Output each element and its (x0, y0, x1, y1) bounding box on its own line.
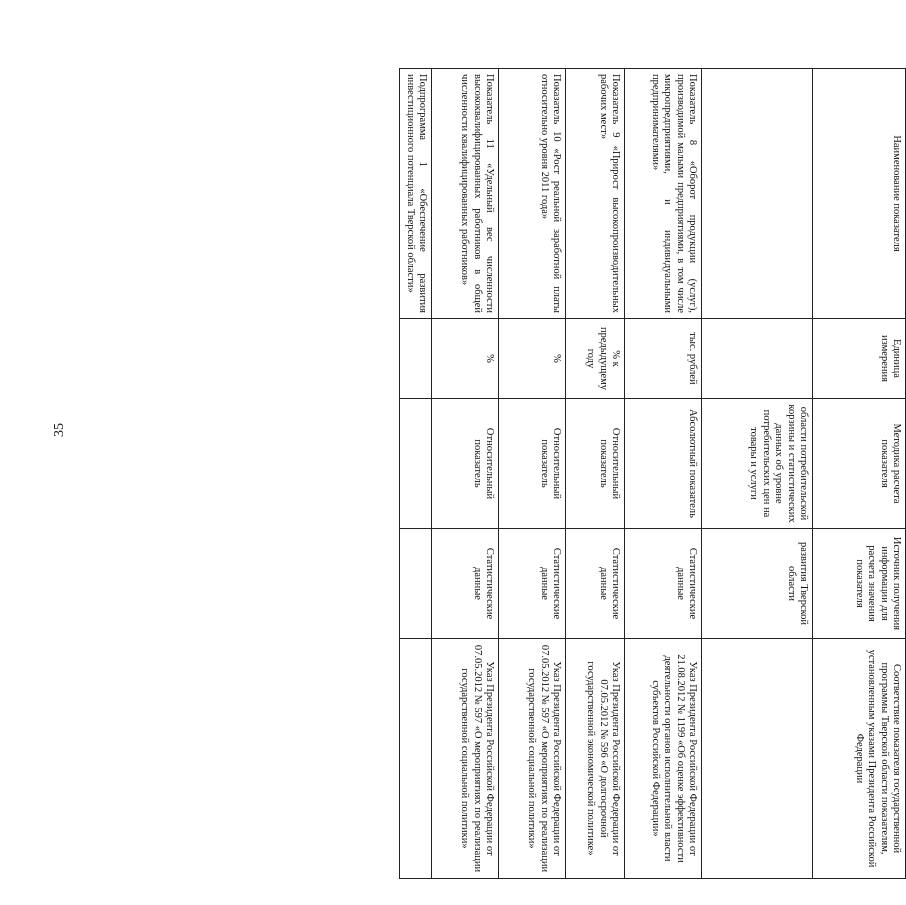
table-row (625, 69, 702, 879)
table-row (566, 69, 625, 879)
cell-unit (702, 319, 813, 399)
cell-name: Показатель 11 «Удельный вес численности высококвалифицированных работников в общей численности квалифицированных работников» (432, 69, 499, 319)
cell-correspondence: Указ Президента Российской Федерации от 21.08.2012 № 1199 «Об оценке эффективности деятельности органов исполнительной власти субъектов Российской Федерации» (625, 639, 702, 879)
cell-source (400, 529, 432, 639)
indicator-table-container (404, 68, 906, 878)
table-row-subprogram (400, 69, 432, 879)
table-row (432, 69, 499, 879)
header-correspondence: Соответствие показателя государственной программы Тверской области показателям, установленным указами Президента Российской Федерации (813, 639, 906, 879)
subprogram-name: Подпрограмма 1 «Обеспечение развития инвестиционного потенциала Тверской области» (400, 69, 432, 319)
header-name: Наименование показателя (813, 69, 906, 319)
cell-source: Статистические данные (625, 529, 702, 639)
cell-correspondence: Указ Президента Российской Федерации от 07.05.2012 № 597 «О мероприятиях по реализации государственной социальной политики» (499, 639, 566, 879)
cell-method: Относительный показатель (566, 399, 625, 529)
page-number: 35 (52, 423, 67, 437)
cell-correspondence (400, 639, 432, 879)
cell-source: Статистические данные (566, 529, 625, 639)
cell-correspondence (702, 639, 813, 879)
cell-unit: % к предыдущему году (566, 319, 625, 399)
cell-source: развития Тверской области (702, 529, 813, 639)
cell-unit: % (499, 319, 566, 399)
table-row (499, 69, 566, 879)
cell-unit: тыс. рублей (625, 319, 702, 399)
cell-source: Статистические данные (432, 529, 499, 639)
header-unit: Единица измерения (813, 319, 906, 399)
cell-name: Показатель 9 «Прирост высокопроизводительных рабочих мест» (566, 69, 625, 319)
cell-method: Относительный показатель (432, 399, 499, 529)
cell-name: Показатель 10 «Рост реальной заработной платы относительно уровня 2011 года» (499, 69, 566, 319)
header-method: Методика расчета показателя (813, 399, 906, 529)
header-source: Источник получения информации для расчета значения показателя (813, 529, 906, 639)
cell-method (400, 399, 432, 529)
indicator-table (399, 68, 906, 879)
cell-unit (400, 319, 432, 399)
cell-name: Показатель 8 «Оборот продукции (услуг), производимой малыми предприятиями, в том числе микропредприятиями, и индивидуальными предпринимателями» (625, 69, 702, 319)
table-header-row (813, 69, 906, 879)
table-row-continuation (702, 69, 813, 879)
cell-method: области потребительской корзины и статистических данных об уровне потребительских цен на товары и услуги (702, 399, 813, 529)
cell-correspondence: Указ Президента Российской Федерации от 07.05.2012 № 597 «О мероприятиях по реализации государственной социальной политики» (432, 639, 499, 879)
cell-correspondence: Указ Президента Российской Федерации от 07.05.2012 № 596 «О долгосрочной государственной экономической политике» (566, 639, 625, 879)
cell-method: Относительный показатель (499, 399, 566, 529)
cell-source: Статистические данные (499, 529, 566, 639)
cell-method: Абсолютный показатель (625, 399, 702, 529)
cell-unit: % (432, 319, 499, 399)
cell-name (702, 69, 813, 319)
